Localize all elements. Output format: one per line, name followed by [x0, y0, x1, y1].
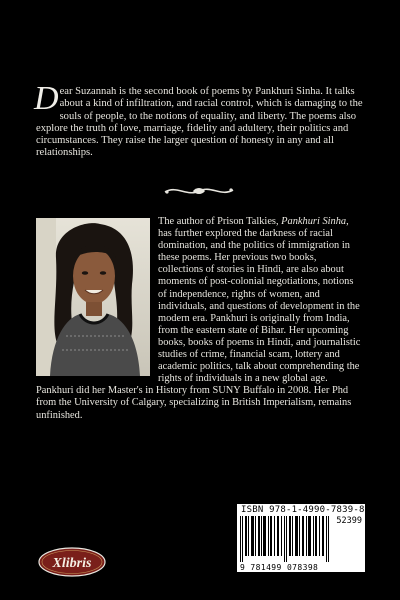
price-code: 52399 [336, 516, 362, 526]
book-description [34, 80, 366, 160]
barcode-digits: 9 781499 078398 [240, 563, 319, 572]
flourish-ornament-icon [163, 183, 235, 199]
isbn-barcode [237, 504, 365, 572]
bio-text: , has further explored the darkness of racial domination, and the politics of immigration in these poems. Her previous two books, collections of stories in Hindi, are also about moments of post-colonial negotiations, notions of independence, rights of women, and individuals, and questions of development in the modern era. Pankhuri is originally from India, from the eastern state of Bihar. Her upcoming books, books of poems in Hindi, and journalistic studies of crime, financial scam, lottery and academic politics, talk about comprehending the rights of individuals in a new global age. Pankhuri did her Master's in History from SUNY Buffalo in 2008. Her Phd from the University of Calgary, specializing in British Imperialism, remains unfinished. [36, 216, 361, 421]
xlibris-logo [38, 547, 106, 577]
barcode-bars [240, 516, 336, 562]
author-bio [36, 216, 362, 422]
bio-prefix: The author of Prison Talkies, [158, 216, 282, 227]
drop-cap: D [34, 80, 59, 117]
svg-text:Xlibris: Xlibris [52, 556, 92, 571]
description-text: ear Suzannah is the second book of poems by Pankhuri Sinha. It talks about a kind of infiltration, and racial control, which is damaging to the souls of people, to the notions of equality, and liberty. The poems also explore the truth of love, marriage, fidelity and adultery, their politics and circumstances. They raise the larger question of honesty in any and all relationships. [36, 86, 363, 159]
author-name: Pankhuri Sinha [281, 216, 347, 227]
isbn-number: ISBN 978-1-4990-7839-8 [241, 505, 365, 515]
